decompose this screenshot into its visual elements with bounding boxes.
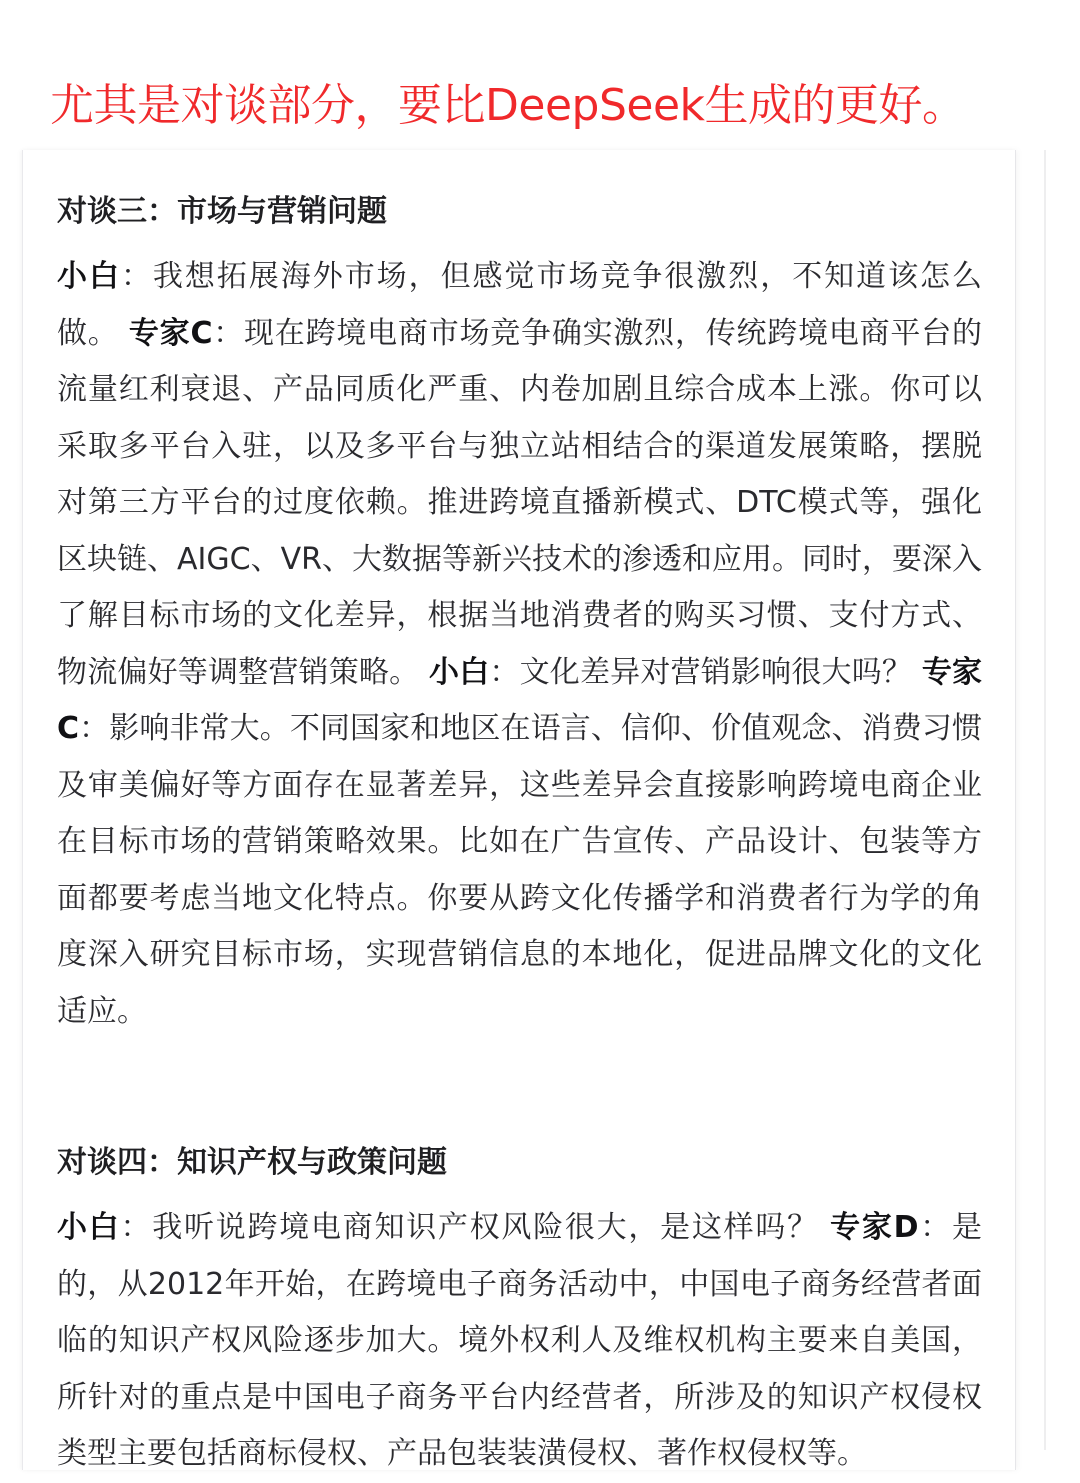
- speaker-label: 专家C: [57, 654, 983, 746]
- speaker-separator: ：: [120, 1210, 153, 1245]
- speaker-separator: ：: [918, 1210, 953, 1245]
- speaker-label: 专家D: [830, 1210, 919, 1245]
- annotation-caption: 尤其是对谈部分，要比DeepSeek生成的更好。: [50, 80, 966, 131]
- speaker-separator: ：: [79, 711, 110, 746]
- section-title-4: 对谈四：知识产权与政策问题: [57, 1145, 447, 1180]
- speaker-label: 小白: [57, 1210, 121, 1245]
- speaker-label: 专家C: [128, 315, 213, 351]
- speaker-label: 小白: [429, 654, 490, 690]
- dialogue-text: 文化差异对营销影响很大吗？: [519, 654, 922, 690]
- dialogue-text: 我想拓展海外市场，但感觉市场竞争很激烈，不知道该怎么做。: [57, 259, 983, 351]
- speaker-separator: ：: [120, 259, 153, 294]
- dialogue-text: 我听说跨境电商知识产权风险很大，是这样吗？: [152, 1210, 831, 1245]
- dialogue-text: 影响非常大。不同国家和地区在语言、信仰、价值观念、消费习惯及审美偏好等方面存在显著差异，这些差异会直接影响跨境电商企业在目标市场的营销策略效果。比如在广告宣传、产品设计、包装等方面都要考虑当地文化特点。你要从跨文化传播学和消费者行为学的角度深入研究目标市场，实现营销信息的本地化，促进品牌文化的文化适应。: [57, 711, 983, 1029]
- section-title-3: 对谈三：市场与营销问题: [57, 194, 387, 229]
- speaker-separator: ：: [212, 315, 245, 351]
- dialogue-paragraph-4: [57, 1200, 982, 1483]
- dialogue-text: 现在跨境电商市场竞争确实激烈，传统跨境电商平台的流量红利衰退、产品同质化严重、内卷加剧且综合成本上涨。你可以采取多平台入驻，以及多平台与独立站相结合的渠道发展策略，摆脱对第三方平台的过度依赖。推进跨境直播新模式、DTC模式等，强化区块链、AIGC、VR、大数据等新兴技术的渗透和应用。同时，要深入了解目标市场的文化差异，根据当地消费者的购买习惯、支付方式、物流偏好等调整营销策略。: [57, 315, 982, 690]
- speaker-label: 小白: [57, 259, 121, 294]
- dialogue-text: 是的，从2012年开始，在跨境电子商务活动中，中国电子商务经营者面临的知识产权风险逐步加大。境外权利人及维权机构主要来自美国，所针对的重点是中国电子商务平台内经营者，所涉及的知识产权侵权类型主要包括商标侵权、产品包装装潢侵权、著作权侵权等。: [57, 1210, 983, 1471]
- speaker-separator: ：: [489, 654, 520, 690]
- scrollbar-track: [1044, 150, 1046, 1450]
- dialogue-paragraph-3: [57, 249, 982, 1040]
